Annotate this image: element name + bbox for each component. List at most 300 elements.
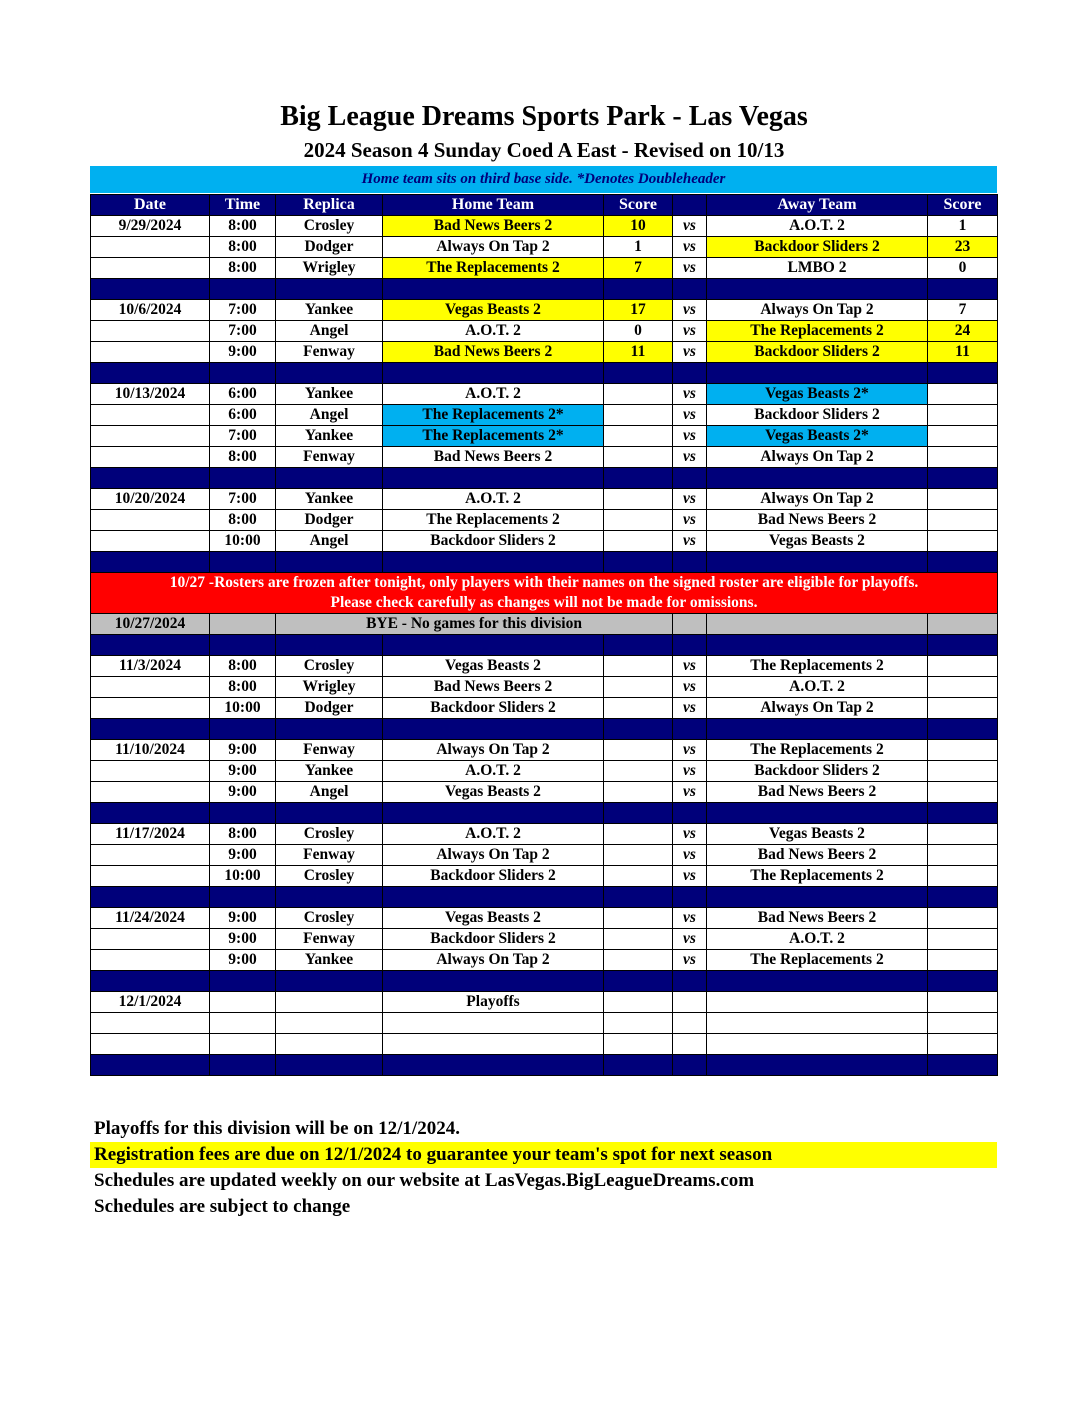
date-cell: 11/3/2024 (91, 656, 210, 677)
separator-cell (673, 279, 707, 300)
game-row (91, 992, 998, 1013)
vs-cell: vs (673, 950, 707, 971)
col-header-replica: Replica (276, 195, 383, 216)
date-cell: 10/20/2024 (91, 489, 210, 510)
vs-cell: vs (673, 929, 707, 950)
date-cell (91, 761, 210, 782)
separator-row (91, 363, 998, 384)
schedule-body (91, 216, 998, 1076)
separator-cell (383, 468, 604, 489)
col-header-away-score: Score (928, 195, 998, 216)
vs-cell: vs (673, 342, 707, 363)
separator-row (91, 635, 998, 656)
date-cell (91, 321, 210, 342)
home-score-cell (604, 384, 673, 405)
date-cell: 12/1/2024 (91, 992, 210, 1013)
separator-cell (928, 468, 998, 489)
vs-cell: vs (673, 384, 707, 405)
game-row (91, 824, 998, 845)
replica-cell: Crosley (276, 216, 383, 237)
vs-cell (673, 992, 707, 1013)
away-team-cell (707, 1013, 928, 1034)
separator-cell (604, 887, 673, 908)
separator-cell (210, 468, 276, 489)
home-team-cell: Bad News Beers 2 (383, 342, 604, 363)
separator-cell (210, 635, 276, 656)
home-team-cell: Vegas Beasts 2 (383, 300, 604, 321)
game-row (91, 950, 998, 971)
separator-cell (673, 363, 707, 384)
game-row (91, 908, 998, 929)
time-cell: 6:00 (210, 405, 276, 426)
separator-cell (673, 887, 707, 908)
vs-cell: vs (673, 761, 707, 782)
vs-cell: vs (673, 216, 707, 237)
game-row (91, 1013, 998, 1034)
vs-cell: vs (673, 845, 707, 866)
separator-cell (928, 971, 998, 992)
website-note: Schedules are updated weekly on our website at LasVegas.BigLeagueDreams.com (94, 1170, 755, 1191)
away-score-cell (928, 405, 998, 426)
separator-cell (276, 363, 383, 384)
separator-cell (210, 887, 276, 908)
home-team-cell: Bad News Beers 2 (383, 677, 604, 698)
home-team-cell: A.O.T. 2 (383, 489, 604, 510)
home-team-cell: Vegas Beasts 2 (383, 908, 604, 929)
away-team-cell: The Replacements 2 (707, 656, 928, 677)
separator-cell (210, 971, 276, 992)
time-cell: 8:00 (210, 510, 276, 531)
replica-cell: Wrigley (276, 677, 383, 698)
time-cell: 10:00 (210, 866, 276, 887)
away-score-cell (928, 614, 998, 635)
game-row (91, 384, 998, 405)
separator-row (91, 803, 998, 824)
game-row (91, 258, 998, 279)
home-score-cell (604, 992, 673, 1013)
time-cell: 8:00 (210, 677, 276, 698)
away-team-cell: Bad News Beers 2 (707, 782, 928, 803)
time-cell: 6:00 (210, 384, 276, 405)
time-cell: 7:00 (210, 321, 276, 342)
separator-cell (707, 363, 928, 384)
schedule-table-container (90, 194, 997, 1076)
game-row (91, 342, 998, 363)
separator-cell (91, 803, 210, 824)
replica-cell: Fenway (276, 845, 383, 866)
away-score-cell (928, 992, 998, 1013)
date-cell (91, 1013, 210, 1034)
date-cell: 10/27/2024 (91, 614, 210, 635)
home-team-cell (383, 1034, 604, 1055)
replica-cell: Yankee (276, 761, 383, 782)
date-cell: 10/13/2024 (91, 384, 210, 405)
home-score-cell (604, 1034, 673, 1055)
time-cell: 9:00 (210, 845, 276, 866)
game-row (91, 489, 998, 510)
replica-cell: Yankee (276, 426, 383, 447)
separator-cell (928, 552, 998, 573)
time-cell: 9:00 (210, 342, 276, 363)
separator-cell (928, 279, 998, 300)
home-score-cell (604, 740, 673, 761)
separator-cell (707, 1055, 928, 1076)
replica-cell (276, 992, 383, 1013)
page-subtitle: 2024 Season 4 Sunday Coed A East - Revised on 10/13 (303, 138, 785, 162)
away-team-cell (707, 614, 928, 635)
date-cell: 11/17/2024 (91, 824, 210, 845)
away-score-cell (928, 740, 998, 761)
home-score-cell (604, 950, 673, 971)
vs-cell: vs (673, 824, 707, 845)
time-cell: 7:00 (210, 426, 276, 447)
home-team-cell: Vegas Beasts 2 (383, 656, 604, 677)
separator-cell (928, 635, 998, 656)
vs-cell: vs (673, 405, 707, 426)
date-cell (91, 510, 210, 531)
separator-cell (383, 635, 604, 656)
replica-cell: Wrigley (276, 258, 383, 279)
away-team-cell: Vegas Beasts 2 (707, 531, 928, 552)
separator-cell (707, 803, 928, 824)
col-header-home-score: Score (604, 195, 673, 216)
home-score-cell (604, 782, 673, 803)
game-row (91, 531, 998, 552)
col-header-away-team: Away Team (707, 195, 928, 216)
date-cell (91, 531, 210, 552)
date-cell (91, 950, 210, 971)
change-note: Schedules are subject to change (94, 1196, 351, 1217)
date-cell (91, 426, 210, 447)
away-team-cell: Bad News Beers 2 (707, 908, 928, 929)
time-cell: 9:00 (210, 950, 276, 971)
date-cell (91, 342, 210, 363)
separator-cell (276, 635, 383, 656)
separator-cell (276, 279, 383, 300)
home-team-cell: Backdoor Sliders 2 (383, 929, 604, 950)
away-score-cell (928, 908, 998, 929)
replica-cell (276, 1013, 383, 1034)
separator-cell (928, 1055, 998, 1076)
separator-cell (91, 1055, 210, 1076)
separator-cell (604, 1055, 673, 1076)
away-team-cell: Vegas Beasts 2* (707, 426, 928, 447)
away-team-cell: Backdoor Sliders 2 (707, 342, 928, 363)
away-team-cell: The Replacements 2 (707, 321, 928, 342)
home-team-cell: Vegas Beasts 2 (383, 782, 604, 803)
separator-cell (673, 635, 707, 656)
away-team-cell: The Replacements 2 (707, 950, 928, 971)
date-cell (91, 677, 210, 698)
away-team-cell: Always On Tap 2 (707, 447, 928, 468)
away-score-cell (928, 426, 998, 447)
separator-cell (673, 803, 707, 824)
home-score-cell (604, 929, 673, 950)
roster-notice (91, 573, 998, 614)
away-team-cell: Always On Tap 2 (707, 489, 928, 510)
vs-cell: vs (673, 300, 707, 321)
time-cell: 10:00 (210, 698, 276, 719)
separator-cell (383, 719, 604, 740)
game-row (91, 1034, 998, 1055)
separator-cell (276, 552, 383, 573)
separator-cell (210, 363, 276, 384)
home-score-cell (604, 531, 673, 552)
away-team-cell: Backdoor Sliders 2 (707, 405, 928, 426)
home-team-cell: A.O.T. 2 (383, 761, 604, 782)
home-team-cell: Backdoor Sliders 2 (383, 698, 604, 719)
separator-cell (210, 803, 276, 824)
separator-cell (604, 279, 673, 300)
home-score-cell (604, 405, 673, 426)
home-team-cell: Bad News Beers 2 (383, 447, 604, 468)
game-row (91, 698, 998, 719)
replica-cell: Fenway (276, 447, 383, 468)
vs-cell: vs (673, 258, 707, 279)
home-team-cell: The Replacements 2* (383, 405, 604, 426)
separator-cell (91, 971, 210, 992)
separator-cell (276, 887, 383, 908)
home-team-cell: Always On Tap 2 (383, 950, 604, 971)
away-score-cell (928, 677, 998, 698)
separator-cell (91, 552, 210, 573)
game-row (91, 761, 998, 782)
separator-cell (707, 552, 928, 573)
away-team-cell: A.O.T. 2 (707, 929, 928, 950)
separator-cell (276, 468, 383, 489)
home-score-cell (604, 677, 673, 698)
date-cell (91, 866, 210, 887)
time-cell: 8:00 (210, 258, 276, 279)
vs-cell: vs (673, 677, 707, 698)
separator-cell (383, 279, 604, 300)
footer-notes (90, 1116, 997, 1220)
playoffs-note: Playoffs for this division will be on 12/1/2024. (94, 1118, 460, 1139)
home-score-cell: 1 (604, 237, 673, 258)
vs-cell (673, 1013, 707, 1034)
separator-cell (604, 552, 673, 573)
home-team-cell: Backdoor Sliders 2 (383, 531, 604, 552)
date-cell (91, 258, 210, 279)
game-row (91, 405, 998, 426)
col-header-vs (673, 195, 707, 216)
vs-cell: vs (673, 908, 707, 929)
separator-cell (673, 971, 707, 992)
home-score-cell (604, 510, 673, 531)
away-score-cell (928, 489, 998, 510)
separator-cell (604, 363, 673, 384)
home-score-cell (604, 908, 673, 929)
replica-cell: Crosley (276, 824, 383, 845)
separator-cell (928, 719, 998, 740)
separator-cell (91, 635, 210, 656)
away-team-cell: Vegas Beasts 2* (707, 384, 928, 405)
separator-cell (210, 719, 276, 740)
replica-cell: Fenway (276, 342, 383, 363)
time-cell: 9:00 (210, 908, 276, 929)
home-team-cell: The Replacements 2 (383, 510, 604, 531)
home-score-cell (604, 845, 673, 866)
away-team-cell: Vegas Beasts 2 (707, 824, 928, 845)
page-title: Big League Dreams Sports Park - Las Vegas (280, 101, 808, 132)
vs-cell: vs (673, 698, 707, 719)
date-cell (91, 1034, 210, 1055)
time-cell: 8:00 (210, 824, 276, 845)
vs-cell: vs (673, 237, 707, 258)
separator-cell (604, 803, 673, 824)
away-score-cell (928, 950, 998, 971)
separator-cell (604, 468, 673, 489)
date-cell (91, 782, 210, 803)
vs-cell: vs (673, 740, 707, 761)
away-score-cell (928, 1034, 998, 1055)
away-team-cell: Bad News Beers 2 (707, 510, 928, 531)
away-team-cell (707, 1034, 928, 1055)
home-score-cell: 10 (604, 216, 673, 237)
time-cell: 7:00 (210, 489, 276, 510)
home-team-cell: The Replacements 2 (383, 258, 604, 279)
replica-cell: Angel (276, 321, 383, 342)
time-cell: 8:00 (210, 216, 276, 237)
away-score-cell: 24 (928, 321, 998, 342)
home-team-cell: A.O.T. 2 (383, 824, 604, 845)
col-header-date: Date (91, 195, 210, 216)
separator-cell (673, 552, 707, 573)
home-team-cell: Always On Tap 2 (383, 740, 604, 761)
separator-cell (928, 363, 998, 384)
home-score-cell (604, 447, 673, 468)
home-score-cell (604, 824, 673, 845)
replica-cell: Yankee (276, 489, 383, 510)
date-cell (91, 405, 210, 426)
away-team-cell: A.O.T. 2 (707, 216, 928, 237)
time-cell: 8:00 (210, 656, 276, 677)
separator-cell (928, 803, 998, 824)
home-team-cell: Backdoor Sliders 2 (383, 866, 604, 887)
separator-cell (276, 971, 383, 992)
away-score-cell: 11 (928, 342, 998, 363)
game-row (91, 426, 998, 447)
vs-cell: vs (673, 426, 707, 447)
roster-notice-line1: 10/27 -Rosters are frozen after tonight, only players with their names on the signed roster are eligible for playoffs. (169, 574, 919, 591)
vs-cell: vs (673, 510, 707, 531)
replica-cell: Yankee (276, 300, 383, 321)
date-cell (91, 237, 210, 258)
col-header-home-team: Home Team (383, 195, 604, 216)
replica-cell: Fenway (276, 929, 383, 950)
home-team-cell: Always On Tap 2 (383, 845, 604, 866)
replica-cell: Angel (276, 531, 383, 552)
home-team-cell: Playoffs (383, 992, 604, 1013)
vs-cell: vs (673, 489, 707, 510)
replica-cell: Dodger (276, 237, 383, 258)
separator-cell (383, 552, 604, 573)
home-team-cell: A.O.T. 2 (383, 384, 604, 405)
home-score-cell: 17 (604, 300, 673, 321)
separator-row (91, 719, 998, 740)
away-score-cell: 1 (928, 216, 998, 237)
vs-cell: vs (673, 866, 707, 887)
separator-cell (604, 635, 673, 656)
home-score-cell (604, 866, 673, 887)
separator-cell (91, 468, 210, 489)
separator-cell (91, 363, 210, 384)
game-row (91, 237, 998, 258)
away-score-cell: 7 (928, 300, 998, 321)
separator-cell (383, 887, 604, 908)
date-cell: 11/24/2024 (91, 908, 210, 929)
away-score-cell (928, 1013, 998, 1034)
separator-cell (707, 468, 928, 489)
away-score-cell (928, 447, 998, 468)
replica-cell: Angel (276, 782, 383, 803)
home-score-cell: 0 (604, 321, 673, 342)
date-cell: 11/10/2024 (91, 740, 210, 761)
game-row (91, 656, 998, 677)
separator-cell (707, 719, 928, 740)
away-score-cell (928, 761, 998, 782)
game-row (91, 845, 998, 866)
home-score-cell (604, 1013, 673, 1034)
home-score-cell (604, 426, 673, 447)
replica-cell: Crosley (276, 656, 383, 677)
game-row (91, 447, 998, 468)
separator-cell (673, 1055, 707, 1076)
registration-note: Registration fees are due on 12/1/2024 to guarantee your team's spot for next season (90, 1142, 997, 1168)
separator-cell (91, 887, 210, 908)
game-row (91, 321, 998, 342)
away-score-cell (928, 531, 998, 552)
bye-row (91, 614, 998, 635)
time-cell: 8:00 (210, 237, 276, 258)
away-score-cell (928, 698, 998, 719)
date-cell (91, 698, 210, 719)
replica-cell: Fenway (276, 740, 383, 761)
replica-cell: Crosley (276, 866, 383, 887)
away-score-cell: 0 (928, 258, 998, 279)
separator-cell (707, 635, 928, 656)
separator-cell (707, 887, 928, 908)
game-row (91, 740, 998, 761)
replica-cell: Dodger (276, 510, 383, 531)
away-team-cell: Always On Tap 2 (707, 300, 928, 321)
separator-cell (276, 719, 383, 740)
time-cell: 9:00 (210, 761, 276, 782)
date-cell (91, 447, 210, 468)
vs-cell: vs (673, 447, 707, 468)
time-cell (210, 992, 276, 1013)
game-row (91, 782, 998, 803)
away-team-cell: Backdoor Sliders 2 (707, 761, 928, 782)
vs-cell (673, 1034, 707, 1055)
separator-cell (604, 971, 673, 992)
game-row (91, 677, 998, 698)
bye-text: BYE - No games for this division (276, 614, 673, 635)
separator-cell (210, 552, 276, 573)
date-cell: 9/29/2024 (91, 216, 210, 237)
info-banner: Home team sits on third base side. *Denotes Doubleheader (90, 166, 997, 193)
header-row (91, 195, 998, 216)
separator-cell (928, 887, 998, 908)
separator-cell (383, 803, 604, 824)
col-header-time: Time (210, 195, 276, 216)
replica-cell: Yankee (276, 384, 383, 405)
separator-cell (383, 971, 604, 992)
home-team-cell: Always On Tap 2 (383, 237, 604, 258)
time-cell: 9:00 (210, 929, 276, 950)
separator-cell (673, 468, 707, 489)
replica-cell: Yankee (276, 950, 383, 971)
